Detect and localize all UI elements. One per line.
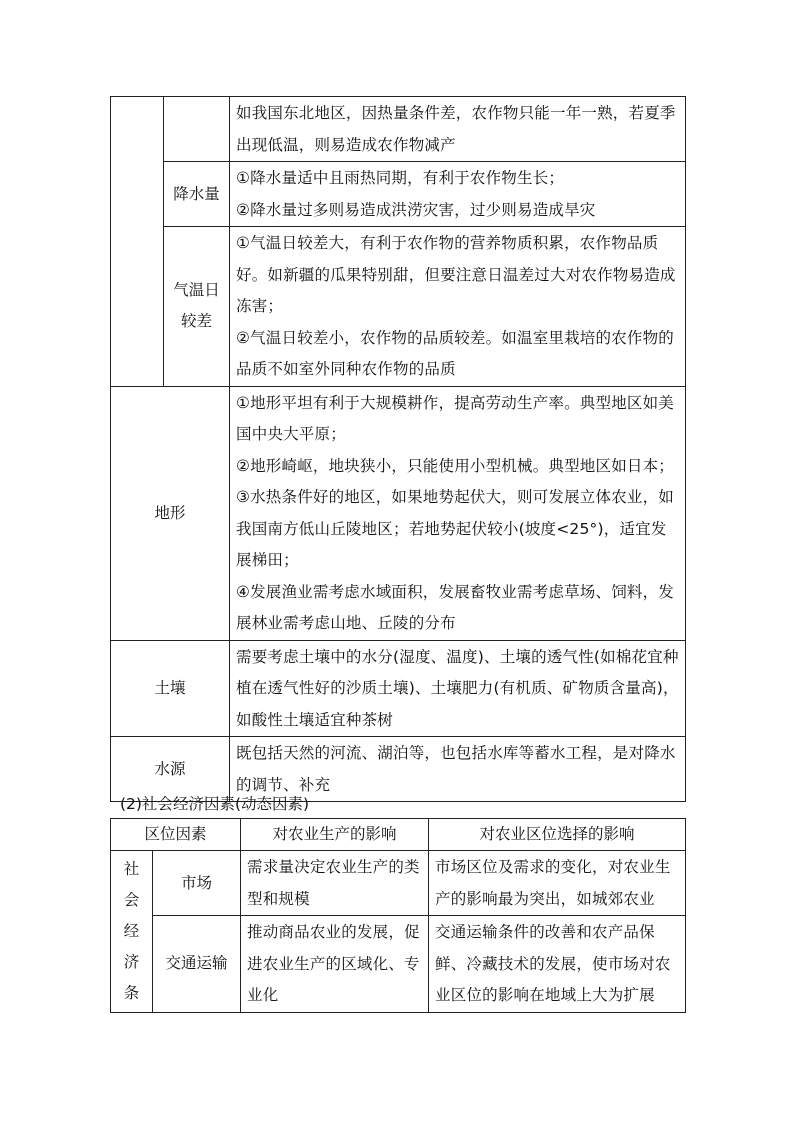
transport-location: 交通运输条件的改善和农产品保鲜、冷藏技术的发展，使市场对农业区位的影响在地域上大为扩展: [429, 916, 686, 1013]
terrain-para-3: ③水热条件好的地区，如果地势起伏大，则可发展立体农业，如我国南方低山丘陵地区；若地势起伏较小(坡度<25°)，适宜发展梯田；: [236, 488, 674, 569]
market-production: 需求量决定农业生产的类型和规模: [241, 851, 429, 916]
header-factor: 区位因素: [111, 819, 241, 851]
natural-factors-table: [110, 96, 686, 802]
table-row: [111, 851, 686, 916]
table-row: [111, 97, 686, 162]
terrain-text: [230, 386, 686, 640]
section-caption: (2)社会经济因素(动态因素): [120, 795, 310, 813]
group-char: 济: [123, 952, 140, 971]
heat-extra-text: 如我国东北地区，因热量条件差，农作物只能一年一熟，若夏季出现低温，则易造成农作物减产: [230, 97, 686, 162]
water-label: 水源: [111, 737, 230, 802]
group-char: 条: [123, 983, 140, 1002]
group-char: 会: [123, 890, 140, 909]
precip-text: [230, 162, 686, 227]
precip-label: 降水量: [164, 162, 230, 227]
soil-text: 需要考虑土壤中的水分(湿度、温度)、土壤的透气性(如棉花宜种植在透气性好的沙质土壤)、土壤肥力(有机质、矿物质含量高)，如酸性土壤适宜种茶树: [230, 640, 686, 737]
group-char: 经: [123, 921, 140, 940]
terrain-para-1: ①地形平坦有利于大规模耕作，提高劳动生产率。典型地区如美国中央大平原；: [236, 393, 674, 443]
header-row: [111, 819, 686, 851]
heat-label-cell: [164, 97, 230, 162]
group-char: 社: [123, 859, 140, 878]
precip-line-2: ②降水量过多则易造成洪涝灾害，过少则易造成旱灾: [236, 200, 596, 219]
diurnal-text: [230, 227, 686, 387]
factor-transport: 交通运输: [153, 916, 241, 1013]
diurnal-para-1: ①气温日较差大，有利于农作物的营养物质积累，农作物品质好。如新疆的瓜果特别甜，但要注意日温差过大对农作物易造成冻害；: [236, 234, 676, 315]
table-row: [111, 162, 686, 227]
terrain-para-2: ②地形崎岖，地块狭小，只能使用小型机械。典型地区如日本；: [236, 456, 674, 475]
table-row: [111, 227, 686, 387]
factor-market: 市场: [153, 851, 241, 916]
terrain-para-4: ④发展渔业需考虑水域面积，发展畜牧业需考虑草场、饲料，发展林业需考虑山地、丘陵的分布: [236, 582, 674, 632]
diurnal-label: [164, 227, 230, 387]
table-row: [111, 386, 686, 640]
terrain-label: 地形: [111, 386, 230, 640]
soil-label: 土壤: [111, 640, 230, 737]
table-row: [111, 916, 686, 1013]
market-location: 市场区位及需求的变化，对农业生产的影响最为突出，如城郊农业: [429, 851, 686, 916]
water-text: 既包括天然的河流、湖泊等，也包括水库等蓄水工程，是对降水的调节、补充: [230, 737, 686, 802]
diurnal-label-line-2: 较差: [180, 312, 212, 331]
diurnal-para-2: ②气温日较差小，农作物的品质较差。如温室里栽培的农作物的品质不如室外同种农作物的品质: [236, 328, 674, 378]
climate-group-cell: [111, 97, 164, 387]
header-location: 对农业区位选择的影响: [429, 819, 686, 851]
group-label-vertical: [111, 851, 153, 1013]
table-row: [111, 640, 686, 737]
transport-production: 推动商品农业的发展，促进农业生产的区域化、专业化: [241, 916, 429, 1013]
header-production: 对农业生产的影响: [241, 819, 429, 851]
precip-line-1: ①降水量适中且雨热同期，有利于农作物生长；: [236, 169, 565, 187]
diurnal-label-line-1: 气温日: [173, 281, 220, 300]
socioeconomic-factors-table: [110, 818, 686, 1013]
